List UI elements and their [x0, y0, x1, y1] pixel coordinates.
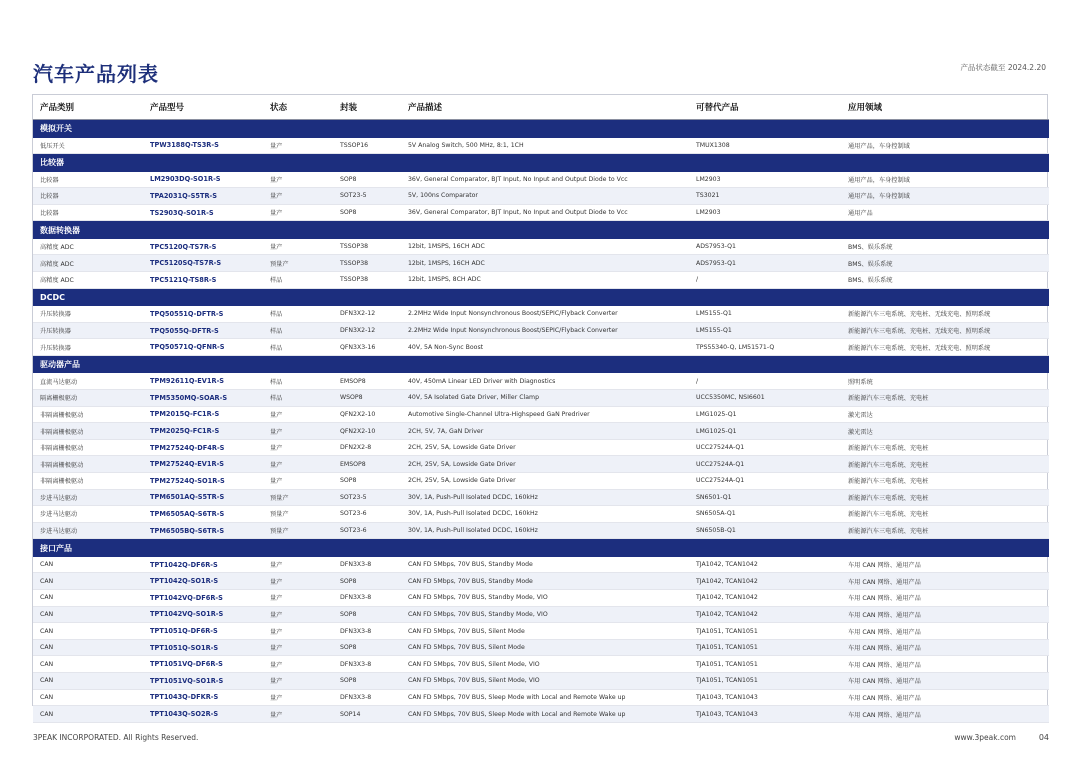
- cell-status: 样品: [263, 339, 333, 356]
- cell-application: BMS、娱乐系统: [841, 272, 1049, 289]
- column-header-package: 封装: [333, 95, 401, 120]
- cell-status: 样品: [263, 373, 333, 389]
- cell-part-number: TPQ5055Q-DFTR-S: [143, 322, 263, 339]
- cell-application: 新能源汽车三电系统、充电桩、无线充电、照明系统: [841, 339, 1049, 356]
- table-row: [33, 456, 1049, 473]
- cell-status: 预量产: [263, 522, 333, 539]
- cell-alternatives: /: [689, 272, 841, 289]
- cell-description: CAN FD 5Mbps, 70V BUS, Silent Mode: [401, 639, 689, 656]
- cell-category: 非隔离栅极驱动: [33, 439, 143, 456]
- cell-application: 新能源汽车三电系统、充电桩: [841, 439, 1049, 456]
- table-body: [33, 120, 1049, 723]
- cell-alternatives: TJA1051, TCAN1051: [689, 673, 841, 690]
- cell-description: CAN FD 5Mbps, 70V BUS, Sleep Mode with Local and Remote Wake up: [401, 706, 689, 723]
- cell-package: TSSOP38: [333, 272, 401, 289]
- table-row: [33, 138, 1049, 154]
- page-title: 汽车产品列表: [33, 62, 159, 86]
- cell-category: CAN: [33, 573, 143, 590]
- group-header-row: [33, 355, 1049, 373]
- cell-part-number: TPT1042VQ-SO1R-S: [143, 606, 263, 623]
- column-header-part-number: 产品型号: [143, 95, 263, 120]
- cell-alternatives: TJA1051, TCAN1051: [689, 623, 841, 640]
- table-row: [33, 390, 1049, 407]
- table-row: [33, 522, 1049, 539]
- cell-application: 车用 CAN 网络、通用产品: [841, 673, 1049, 690]
- cell-application: 新能源汽车三电系统、充电桩: [841, 390, 1049, 407]
- cell-alternatives: TJA1043, TCAN1043: [689, 706, 841, 723]
- cell-part-number: TPM6501AQ-S5TR-S: [143, 489, 263, 506]
- cell-category: CAN: [33, 606, 143, 623]
- cell-alternatives: ADS7953-Q1: [689, 239, 841, 255]
- cell-package: SOT23-6: [333, 522, 401, 539]
- cell-description: 30V, 1A, Push-Pull Isolated DCDC, 160kHz: [401, 489, 689, 506]
- cell-category: 非隔离栅极驱动: [33, 423, 143, 440]
- cell-package: DFN3X3-8: [333, 590, 401, 607]
- cell-package: QFN3X3-16: [333, 339, 401, 356]
- cell-package: EMSOP8: [333, 456, 401, 473]
- footer-copyright: 3PEAK INCORPORATED. All Rights Reserved.: [33, 733, 199, 742]
- cell-alternatives: TJA1042, TCAN1042: [689, 590, 841, 607]
- table-row: [33, 673, 1049, 690]
- table-row: [33, 306, 1049, 322]
- cell-category: 非隔离栅极驱动: [33, 456, 143, 473]
- header-row: [33, 95, 1049, 120]
- cell-application: 车用 CAN 网络、通用产品: [841, 623, 1049, 640]
- cell-package: TSSOP38: [333, 255, 401, 272]
- cell-alternatives: TJA1042, TCAN1042: [689, 573, 841, 590]
- cell-status: 预量产: [263, 489, 333, 506]
- cell-description: 2.2MHz Wide Input Nonsynchronous Boost/SEPIC/Flyback Converter: [401, 306, 689, 322]
- cell-status: 预量产: [263, 506, 333, 523]
- cell-category: CAN: [33, 706, 143, 723]
- cell-application: 车用 CAN 网络、通用产品: [841, 689, 1049, 706]
- cell-description: CAN FD 5Mbps, 70V BUS, Standby Mode: [401, 557, 689, 573]
- cell-application: 通用产品: [841, 204, 1049, 221]
- cell-application: 新能源汽车三电系统、充电桩: [841, 506, 1049, 523]
- cell-description: 2CH, 25V, 5A, Lowside Gate Driver: [401, 473, 689, 490]
- cell-application: 新能源汽车三电系统、充电桩、无线充电、照明系统: [841, 306, 1049, 322]
- cell-category: 比较器: [33, 204, 143, 221]
- cell-application: 车用 CAN 网络、通用产品: [841, 557, 1049, 573]
- footer-website: www.3peak.com: [954, 733, 1016, 742]
- cell-alternatives: UCC5350MC, NSI6601: [689, 390, 841, 407]
- table-row: [33, 373, 1049, 389]
- cell-status: 量产: [263, 689, 333, 706]
- cell-description: CAN FD 5Mbps, 70V BUS, Silent Mode, VIO: [401, 656, 689, 673]
- cell-description: 30V, 1A, Push-Pull Isolated DCDC, 160kHz: [401, 506, 689, 523]
- cell-package: SOT23-6: [333, 506, 401, 523]
- cell-part-number: TPM6505BQ-S6TR-S: [143, 522, 263, 539]
- group-title: 比较器: [33, 154, 1049, 172]
- cell-part-number: TPT1042Q-SO1R-S: [143, 573, 263, 590]
- cell-description: CAN FD 5Mbps, 70V BUS, Silent Mode: [401, 623, 689, 640]
- cell-part-number: TPM5350MQ-SOAR-S: [143, 390, 263, 407]
- cell-package: SOT23-5: [333, 489, 401, 506]
- group-header-row: [33, 120, 1049, 138]
- cell-category: 比较器: [33, 188, 143, 205]
- cell-application: 车用 CAN 网络、通用产品: [841, 590, 1049, 607]
- cell-application: 激光雷达: [841, 423, 1049, 440]
- cell-category: 步进马达驱动: [33, 489, 143, 506]
- cell-status: 量产: [263, 606, 333, 623]
- cell-part-number: TPW3188Q-TS3R-S: [143, 138, 263, 154]
- table-row: [33, 406, 1049, 423]
- cell-part-number: TPQ50551Q-DFTR-S: [143, 306, 263, 322]
- cell-alternatives: LM2903: [689, 172, 841, 188]
- cell-alternatives: LM5155-Q1: [689, 306, 841, 322]
- cell-description: 36V, General Comparator, BJT Input, No Input and Output Diode to Vcc: [401, 204, 689, 221]
- cell-alternatives: LMG1025-Q1: [689, 423, 841, 440]
- cell-package: WSOP8: [333, 390, 401, 407]
- cell-category: 高精度 ADC: [33, 239, 143, 255]
- cell-part-number: TPM2025Q-FC1R-S: [143, 423, 263, 440]
- cell-part-number: TPC5121Q-TS8R-S: [143, 272, 263, 289]
- cell-status: 样品: [263, 390, 333, 407]
- page-number: 04: [1038, 733, 1049, 742]
- status-date: 产品状态截至 2024.2.20: [960, 63, 1046, 72]
- cell-category: 非隔离栅极驱动: [33, 473, 143, 490]
- cell-alternatives: LMG1025-Q1: [689, 406, 841, 423]
- cell-alternatives: TPS55340-Q, LM51571-Q: [689, 339, 841, 356]
- cell-category: CAN: [33, 689, 143, 706]
- cell-status: 量产: [263, 172, 333, 188]
- table-row: [33, 204, 1049, 221]
- table-row: [33, 489, 1049, 506]
- table-row: [33, 590, 1049, 607]
- cell-alternatives: SN6501-Q1: [689, 489, 841, 506]
- cell-category: 升压转换器: [33, 339, 143, 356]
- cell-package: QFN2X2-10: [333, 423, 401, 440]
- cell-description: 5V Analog Switch, 500 MHz, 8:1, 1CH: [401, 138, 689, 154]
- cell-application: 通用产品，车身控制域: [841, 188, 1049, 205]
- cell-package: SOP8: [333, 172, 401, 188]
- cell-package: DFN3X3-8: [333, 557, 401, 573]
- cell-category: CAN: [33, 673, 143, 690]
- cell-description: 40V, 5A Non-Sync Boost: [401, 339, 689, 356]
- cell-application: 激光雷达: [841, 406, 1049, 423]
- cell-description: 2CH, 25V, 5A, Lowside Gate Driver: [401, 439, 689, 456]
- cell-status: 量产: [263, 138, 333, 154]
- cell-status: 量产: [263, 590, 333, 607]
- cell-category: 步进马达驱动: [33, 522, 143, 539]
- column-header-alternatives: 可替代产品: [689, 95, 841, 120]
- cell-application: 通用产品，车身控制域: [841, 172, 1049, 188]
- cell-part-number: TPC5120SQ-TS7R-S: [143, 255, 263, 272]
- cell-package: EMSOP8: [333, 373, 401, 389]
- group-header-row: [33, 221, 1049, 239]
- cell-status: 样品: [263, 306, 333, 322]
- cell-part-number: TPM6505AQ-S6TR-S: [143, 506, 263, 523]
- cell-application: 新能源汽车三电系统、充电桩、无线充电、照明系统: [841, 322, 1049, 339]
- cell-package: SOT23-5: [333, 188, 401, 205]
- cell-category: 高精度 ADC: [33, 255, 143, 272]
- cell-part-number: TPT1051VQ-SO1R-S: [143, 673, 263, 690]
- cell-package: SOP8: [333, 473, 401, 490]
- table-row: [33, 606, 1049, 623]
- cell-package: SOP8: [333, 606, 401, 623]
- cell-application: 照明系统: [841, 373, 1049, 389]
- cell-category: CAN: [33, 590, 143, 607]
- cell-package: SOP8: [333, 204, 401, 221]
- cell-part-number: TPM27524Q-EV1R-S: [143, 456, 263, 473]
- cell-status: 量产: [263, 706, 333, 723]
- table-row: [33, 339, 1049, 356]
- cell-part-number: TPT1051Q-DF6R-S: [143, 623, 263, 640]
- cell-category: 高精度 ADC: [33, 272, 143, 289]
- table-row: [33, 656, 1049, 673]
- cell-status: 预量产: [263, 255, 333, 272]
- cell-application: 车用 CAN 网络、通用产品: [841, 639, 1049, 656]
- table-row: [33, 506, 1049, 523]
- cell-application: BMS、娱乐系统: [841, 255, 1049, 272]
- cell-alternatives: TJA1051, TCAN1051: [689, 656, 841, 673]
- cell-alternatives: UCC27524A-Q1: [689, 456, 841, 473]
- column-header-category: 产品类别: [33, 95, 143, 120]
- cell-alternatives: SN6505A-Q1: [689, 506, 841, 523]
- cell-status: 量产: [263, 423, 333, 440]
- cell-status: 量产: [263, 406, 333, 423]
- cell-status: 量产: [263, 557, 333, 573]
- cell-description: 30V, 1A, Push-Pull Isolated DCDC, 160kHz: [401, 522, 689, 539]
- cell-status: 量产: [263, 239, 333, 255]
- cell-description: CAN FD 5Mbps, 70V BUS, Standby Mode, VIO: [401, 606, 689, 623]
- cell-application: 新能源汽车三电系统、充电桩: [841, 456, 1049, 473]
- cell-alternatives: TJA1043, TCAN1043: [689, 689, 841, 706]
- cell-package: SOP14: [333, 706, 401, 723]
- cell-alternatives: UCC27524A-Q1: [689, 439, 841, 456]
- cell-category: CAN: [33, 656, 143, 673]
- cell-category: 升压转换器: [33, 306, 143, 322]
- cell-application: 通用产品，车身控制域: [841, 138, 1049, 154]
- cell-description: 36V, General Comparator, BJT Input, No Input and Output Diode to Vcc: [401, 172, 689, 188]
- product-table-container: [32, 94, 1048, 719]
- cell-package: SOP8: [333, 673, 401, 690]
- group-title: 数据转换器: [33, 221, 1049, 239]
- table-row: [33, 557, 1049, 573]
- cell-alternatives: TS3021: [689, 188, 841, 205]
- cell-status: 量产: [263, 673, 333, 690]
- table-row: [33, 423, 1049, 440]
- column-header-application: 应用领域: [841, 95, 1049, 120]
- cell-part-number: TPM27524Q-DF4R-S: [143, 439, 263, 456]
- cell-status: 量产: [263, 473, 333, 490]
- cell-category: 低压开关: [33, 138, 143, 154]
- cell-package: DFN3X2-12: [333, 306, 401, 322]
- cell-alternatives: UCC27524A-Q1: [689, 473, 841, 490]
- cell-application: 新能源汽车三电系统、充电桩: [841, 489, 1049, 506]
- cell-part-number: TPM27524Q-SO1R-S: [143, 473, 263, 490]
- cell-status: 量产: [263, 623, 333, 640]
- cell-status: 量产: [263, 439, 333, 456]
- cell-category: 隔离栅极驱动: [33, 390, 143, 407]
- cell-category: CAN: [33, 557, 143, 573]
- cell-application: BMS、娱乐系统: [841, 239, 1049, 255]
- cell-description: 12bit, 1MSPS, 16CH ADC: [401, 255, 689, 272]
- cell-part-number: TPT1051VQ-DF6R-S: [143, 656, 263, 673]
- cell-package: TSSOP38: [333, 239, 401, 255]
- cell-description: 12bit, 1MSPS, 16CH ADC: [401, 239, 689, 255]
- cell-status: 样品: [263, 322, 333, 339]
- cell-alternatives: TJA1051, TCAN1051: [689, 639, 841, 656]
- group-title: 接口产品: [33, 539, 1049, 557]
- product-table: [33, 95, 1049, 723]
- cell-category: 非隔离栅极驱动: [33, 406, 143, 423]
- cell-package: DFN2X2-8: [333, 439, 401, 456]
- cell-description: CAN FD 5Mbps, 70V BUS, Silent Mode, VIO: [401, 673, 689, 690]
- group-header-row: [33, 154, 1049, 172]
- cell-part-number: TPT1043Q-SO2R-S: [143, 706, 263, 723]
- table-row: [33, 322, 1049, 339]
- cell-alternatives: TJA1042, TCAN1042: [689, 606, 841, 623]
- table-row: [33, 439, 1049, 456]
- cell-status: 量产: [263, 573, 333, 590]
- cell-part-number: TPM2015Q-FC1R-S: [143, 406, 263, 423]
- table-row: [33, 689, 1049, 706]
- table-row: [33, 473, 1049, 490]
- cell-status: 量产: [263, 656, 333, 673]
- cell-status: 量产: [263, 639, 333, 656]
- cell-status: 样品: [263, 272, 333, 289]
- cell-alternatives: TJA1042, TCAN1042: [689, 557, 841, 573]
- table-row: [33, 639, 1049, 656]
- cell-application: 车用 CAN 网络、通用产品: [841, 573, 1049, 590]
- cell-alternatives: TMUX1308: [689, 138, 841, 154]
- table-row: [33, 623, 1049, 640]
- cell-package: QFN2X2-10: [333, 406, 401, 423]
- cell-alternatives: ADS7953-Q1: [689, 255, 841, 272]
- group-header-row: [33, 288, 1049, 306]
- cell-description: 5V, 100ns Comparator: [401, 188, 689, 205]
- table-row: [33, 706, 1049, 723]
- cell-alternatives: LM5155-Q1: [689, 322, 841, 339]
- cell-category: 直流马达驱动: [33, 373, 143, 389]
- cell-status: 量产: [263, 204, 333, 221]
- cell-part-number: TPQ50571Q-QFNR-S: [143, 339, 263, 356]
- cell-description: CAN FD 5Mbps, 70V BUS, Sleep Mode with Local and Remote Wake up: [401, 689, 689, 706]
- cell-part-number: LM2903DQ-SO1R-S: [143, 172, 263, 188]
- cell-part-number: TS2903Q-SO1R-S: [143, 204, 263, 221]
- cell-application: 新能源汽车三电系统、充电桩: [841, 522, 1049, 539]
- cell-description: Automotive Single-Channel Ultra-Highspeed GaN Predriver: [401, 406, 689, 423]
- cell-category: 步进马达驱动: [33, 506, 143, 523]
- cell-status: 量产: [263, 456, 333, 473]
- cell-part-number: TPC5120Q-TS7R-S: [143, 239, 263, 255]
- cell-description: 40V, 5A Isolated Gate Driver, Miller Clamp: [401, 390, 689, 407]
- cell-part-number: TPT1051Q-SO1R-S: [143, 639, 263, 656]
- cell-application: 新能源汽车三电系统、充电桩: [841, 473, 1049, 490]
- table-row: [33, 188, 1049, 205]
- group-title: 驱动器产品: [33, 355, 1049, 373]
- cell-description: CAN FD 5Mbps, 70V BUS, Standby Mode: [401, 573, 689, 590]
- column-header-description: 产品描述: [401, 95, 689, 120]
- cell-description: 12bit, 1MSPS, 8CH ADC: [401, 272, 689, 289]
- cell-package: DFN3X2-12: [333, 322, 401, 339]
- table-row: [33, 272, 1049, 289]
- cell-alternatives: LM2903: [689, 204, 841, 221]
- cell-application: 车用 CAN 网络、通用产品: [841, 656, 1049, 673]
- table-row: [33, 573, 1049, 590]
- group-title: 模拟开关: [33, 120, 1049, 138]
- cell-package: TSSOP16: [333, 138, 401, 154]
- group-title: DCDC: [33, 288, 1049, 306]
- cell-package: SOP8: [333, 573, 401, 590]
- cell-description: 2CH, 25V, 5A, Lowside Gate Driver: [401, 456, 689, 473]
- cell-application: 车用 CAN 网络、通用产品: [841, 706, 1049, 723]
- cell-part-number: TPT1043Q-DFKR-S: [143, 689, 263, 706]
- cell-application: 车用 CAN 网络、通用产品: [841, 606, 1049, 623]
- cell-package: SOP8: [333, 639, 401, 656]
- cell-category: CAN: [33, 623, 143, 640]
- group-header-row: [33, 539, 1049, 557]
- column-header-status: 状态: [263, 95, 333, 120]
- cell-alternatives: /: [689, 373, 841, 389]
- cell-description: 2CH, 5V, 7A, GaN Driver: [401, 423, 689, 440]
- cell-alternatives: SN6505B-Q1: [689, 522, 841, 539]
- cell-description: CAN FD 5Mbps, 70V BUS, Standby Mode, VIO: [401, 590, 689, 607]
- cell-part-number: TPT1042Q-DF6R-S: [143, 557, 263, 573]
- cell-description: 2.2MHz Wide Input Nonsynchronous Boost/SEPIC/Flyback Converter: [401, 322, 689, 339]
- cell-category: 比较器: [33, 172, 143, 188]
- cell-package: DFN3X3-8: [333, 689, 401, 706]
- cell-part-number: TPA2031Q-S5TR-S: [143, 188, 263, 205]
- cell-package: DFN3X3-8: [333, 623, 401, 640]
- cell-part-number: TPT1042VQ-DF6R-S: [143, 590, 263, 607]
- cell-category: 升压转换器: [33, 322, 143, 339]
- table-row: [33, 172, 1049, 188]
- table-row: [33, 239, 1049, 255]
- table-header: [33, 95, 1049, 120]
- cell-description: 40V, 450mA Linear LED Driver with Diagnostics: [401, 373, 689, 389]
- table-row: [33, 255, 1049, 272]
- cell-part-number: TPM92611Q-EV1R-S: [143, 373, 263, 389]
- cell-category: CAN: [33, 639, 143, 656]
- cell-package: DFN3X3-8: [333, 656, 401, 673]
- cell-status: 量产: [263, 188, 333, 205]
